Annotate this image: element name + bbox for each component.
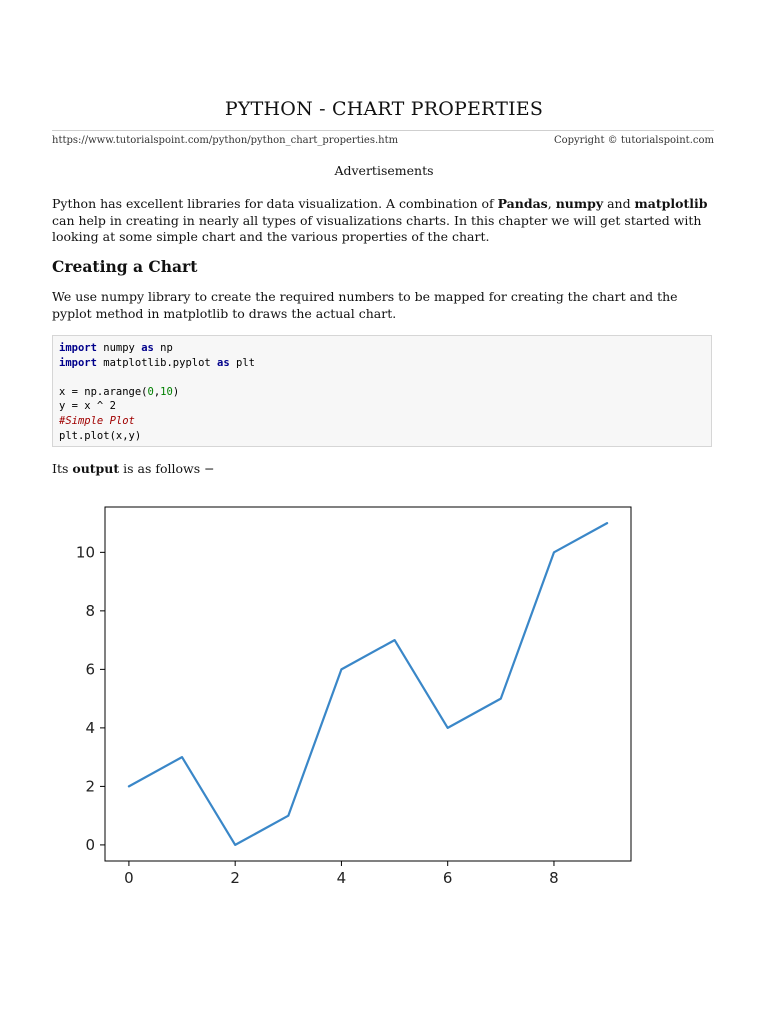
source-bar (52, 130, 714, 146)
section-heading: Creating a Chart (52, 257, 198, 276)
code-text: plt (229, 356, 255, 369)
x-tick-label: 8 (549, 869, 559, 887)
y-tick-label: 4 (85, 718, 95, 737)
code-line-2 (59, 356, 705, 371)
source-url[interactable]: https://www.tutorialspoint.com/python/python_chart_properties.htm (52, 135, 399, 146)
output-caption (52, 461, 215, 476)
code-text: ) (172, 385, 180, 398)
y-tick-label: 8 (85, 601, 95, 620)
numpy-term: numpy (555, 196, 604, 211)
page-title: PYTHON - CHART PROPERTIES (224, 98, 544, 120)
output-pre: Its (52, 461, 73, 476)
x-tick-label: 0 (124, 869, 134, 887)
code-text: np (153, 342, 173, 354)
code-line-4 (59, 385, 705, 400)
advertisements-label: Advertisements (334, 163, 434, 178)
code-block (52, 335, 712, 447)
intro-paragraph (52, 196, 716, 246)
output-post: is as follows − (119, 461, 215, 476)
output-bold: output (72, 461, 120, 476)
x-tick-label: 6 (442, 869, 453, 887)
code-line-1 (59, 341, 705, 356)
intro-text-1: Python has excellent libraries for data visualization. A combination of (52, 196, 498, 211)
code-keyword: import (59, 342, 97, 354)
code-text: matplotlib.pyplot (96, 356, 218, 369)
chart-svg (60, 500, 650, 900)
code-text: , (153, 385, 161, 398)
code-comment: #Simple Plot (59, 414, 135, 427)
code-keyword: as (217, 356, 230, 369)
y-tick-label: 6 (85, 660, 95, 679)
code-line-5: y = x ^ 2 (59, 400, 116, 413)
code-line-blank (59, 370, 705, 385)
code-keyword: import (59, 356, 97, 369)
series-line (129, 523, 607, 845)
y-tick-label: 2 (85, 777, 95, 796)
code-number: 0 (147, 385, 154, 398)
code-line-7: plt.plot(x,y) (59, 429, 142, 442)
x-tick-label: 2 (230, 869, 240, 887)
section-paragraph: We use numpy library to create the required numbers to be mapped for creating the chart and the pyplot method in matplotlib to draws the actual chart. (52, 289, 678, 321)
intro-text-4: can help in creating in nearly all types of visualizations charts. In this chapter we will get started with looking at some simple chart and the various properties of the chart. (52, 212, 702, 244)
matplotlib-term: matplotlib (634, 196, 708, 211)
x-tick-label: 4 (336, 869, 347, 887)
intro-text-2: , (547, 196, 556, 211)
y-tick-label: 0 (85, 835, 95, 854)
code-keyword: as (141, 342, 154, 354)
code-text: numpy (96, 342, 142, 354)
y-tick-label: 10 (75, 543, 95, 562)
intro-text-3: and (603, 196, 635, 211)
code-number: 10 (160, 385, 173, 398)
line-chart (60, 500, 650, 900)
code-text: x = np.arange( (59, 385, 148, 398)
copyright-text: Copyright © tutorialspoint.com (553, 135, 714, 146)
pandas-term: Pandas (497, 196, 548, 211)
